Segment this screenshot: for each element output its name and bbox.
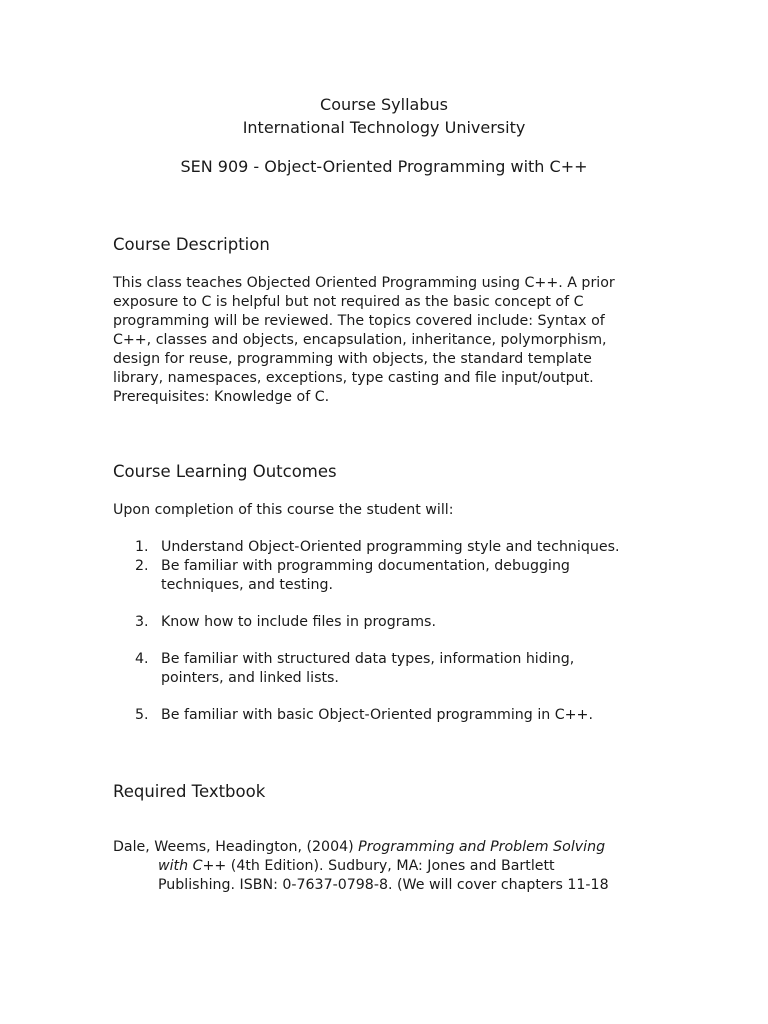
document-title: Course Syllabus [320,95,448,114]
description-line: Prerequisites: Knowledge of C. [113,389,330,405]
reference-line [113,838,673,857]
course-title: SEN 909 - Object-Oriented Programming with C++ [180,157,588,176]
item-line: Understand Object-Oriented programming style and techniques. [161,539,620,555]
item-text [161,613,671,632]
reference-line [113,857,673,876]
required-textbook-heading: Required Textbook [113,782,266,801]
item-line: Be familiar with programming documentation, debugging [161,558,570,574]
item-text [161,557,671,595]
textbook-reference [113,838,673,895]
description-line: exposure to C is helpful but not required as the basic concept of C [113,294,584,310]
item-line: Know how to include files in programs. [161,614,436,630]
item-text [161,650,671,688]
book-title-part1: Programming and Problem Solving [358,839,606,855]
item-text [161,706,671,725]
item-text [161,538,671,557]
description-line: design for reuse, programming with objects, the standard template [113,351,592,367]
description-line: programming will be reviewed. The topics covered include: Syntax of [113,313,605,329]
reference-edition-publisher: (4th Edition). Sudbury, MA: Jones and Bartlett [226,858,555,874]
course-description-text [113,274,653,407]
reference-authors: Dale, Weems, Headington, (2004) [113,839,359,855]
item-number: 3. [135,614,149,630]
reference-line: Publishing. ISBN: 0-7637-0798-8. (We will cover chapters 11-18 [158,877,609,893]
item-line: pointers, and linked lists. [161,670,339,686]
item-line: Be familiar with basic Object-Oriented programming in C++. [161,707,593,723]
item-number: 5. [135,707,149,723]
description-line: library, namespaces, exceptions, type casting and file input/output. [113,370,594,386]
learning-outcomes-heading: Course Learning Outcomes [113,462,337,481]
item-line: techniques, and testing. [161,577,334,593]
item-number: 1. [135,539,149,555]
description-line: This class teaches Objected Oriented Programming using C++. A prior [113,275,615,291]
item-number: 2. [135,558,149,574]
item-number: 4. [135,651,149,667]
description-line: C++, classes and objects, encapsulation, inheritance, polymorphism, [113,332,607,348]
course-description-heading: Course Description [113,235,270,254]
university-name: International Technology University [242,118,526,137]
book-title-part2: with C++ [158,858,227,874]
outcomes-intro: Upon completion of this course the student will: [113,502,454,518]
item-line: Be familiar with structured data types, information hiding, [161,651,575,667]
